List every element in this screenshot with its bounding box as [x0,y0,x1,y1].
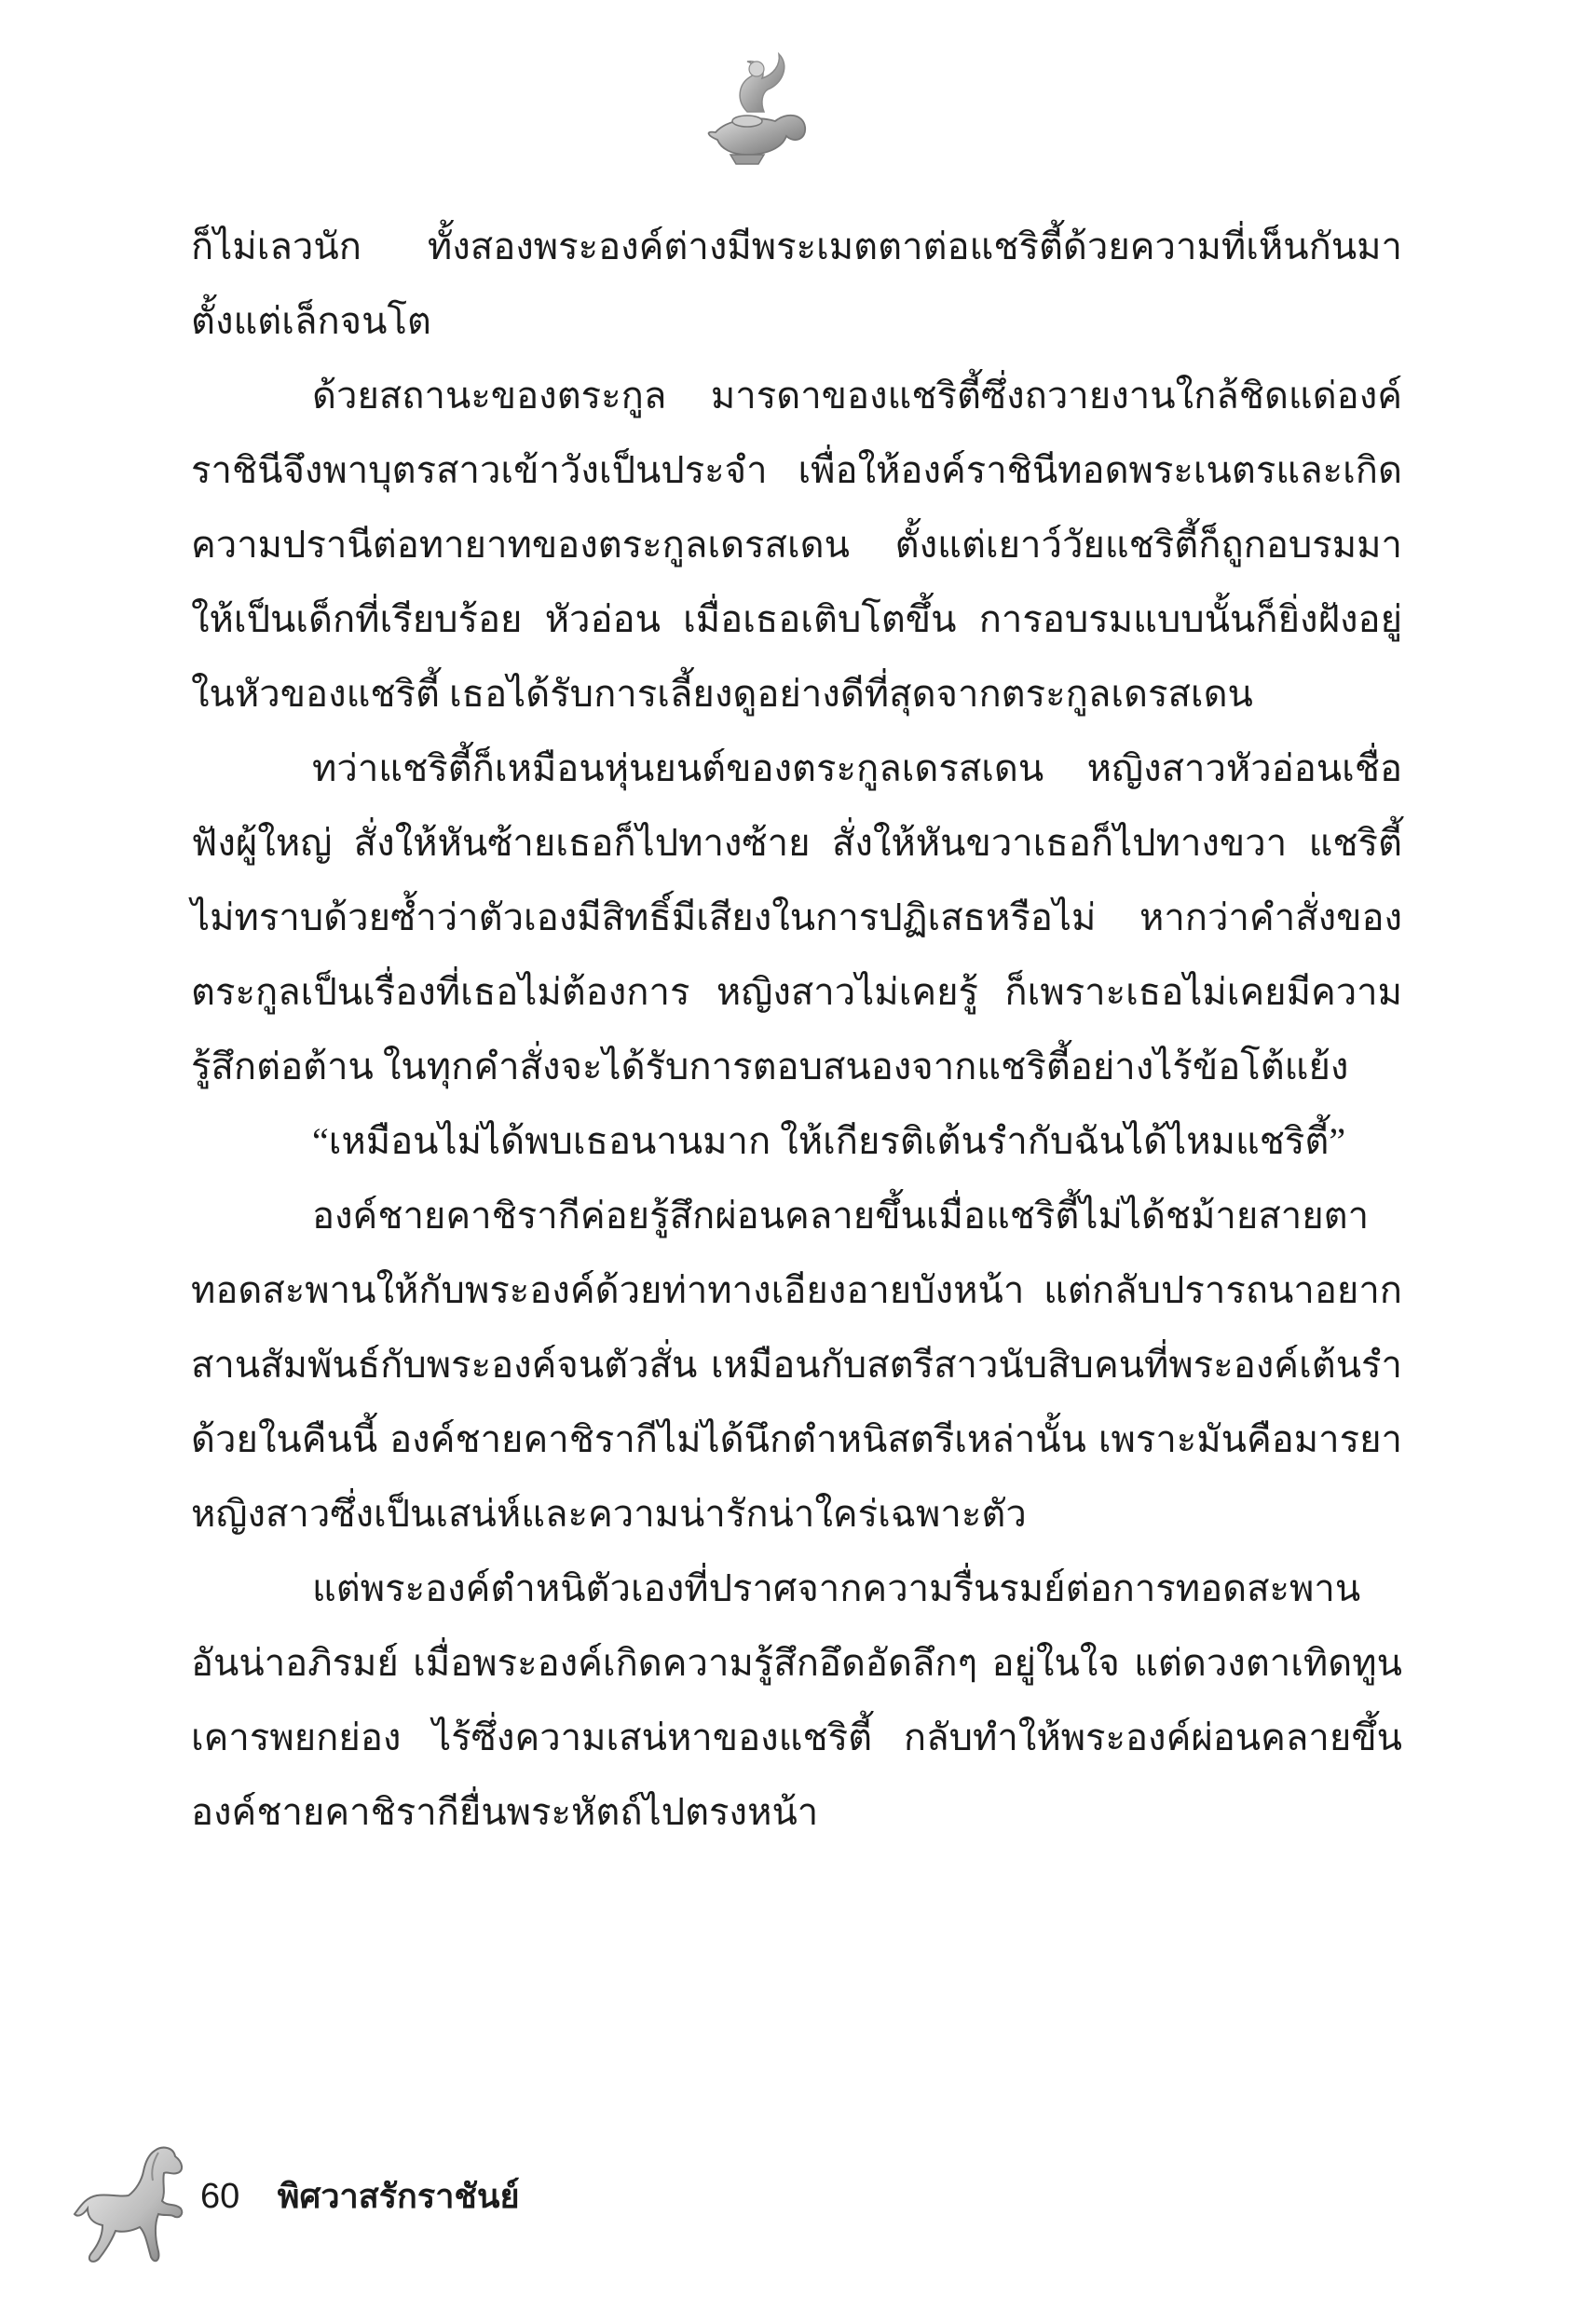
body-text [191,210,1402,1850]
genie-lamp-icon [689,47,820,177]
paragraph: ก็ไม่เลวนัก ทั้งสองพระองค์ต่างมีพระเมตตาต่อแชริตี้ด้วยความที่เห็นกันมาตั้งแต่เล็กจนโต [191,226,1402,342]
paragraph: ทว่าแชริตี้ก็เหมือนหุ่นยนต์ของตระกูลเดรสเดน หญิงสาวหัวอ่อนเชื่อฟังผู้ใหญ่ สั่งให้หันซ้ายเธอก็ไปทางซ้าย สั่งให้หันขวาเธอก็ไปทางขวา แชริตี้ไม่ทราบด้วยซ้ำว่าตัวเองมีสิทธิ์มีเสียงในการปฏิเสธหรือไม่ หากว่าคำสั่งของตระกูลเป็นเรื่องที่เธอไม่ต้องการ หญิงสาวไม่เคยรู้ ก็เพราะเธอไม่เคยมีความรู้สึกต่อต้าน ในทุกคำสั่งจะได้รับการตอบสนองจากแชริตี้อย่างไร้ข้อโต้แย้ง [191,747,1402,1087]
paragraph: องค์ชายคาชิรากีค่อยรู้สึกผ่อนคลายขึ้นเมื่อแชริตี้ไม่ได้ชม้ายสายตาทอดสะพานให้กับพระองค์ด้วยท่าทางเอียงอายบังหน้า แต่กลับปรารถนาอยากสานสัมพันธ์กับพระองค์จนตัวสั่น เหมือนกับสตรีสาวนับสิบคนที่พระองค์เต้นรำด้วยในคืนนี้ องค์ชายคาชิรากีไม่ได้นึกตำหนิสตรีเหล่านั้น เพราะมันคือมารยาหญิงสาวซึ่งเป็นเสน่ห์และความน่ารักน่าใคร่เฉพาะตัว [191,1195,1402,1535]
rearing-horse-icon [65,2134,205,2274]
page-number: 60 [200,2177,240,2216]
paragraph: ด้วยสถานะของตระกูล มารดาของแชริตี้ซึ่งถวายงานใกล้ชิดแด่องค์ราชินีจึงพาบุตรสาวเข้าวังเป็นประจำ เพื่อให้องค์ราชินีทอดพระเนตรและเกิดความปรานีต่อทายาทของตระกูลเดรสเดน ตั้งแต่เยาว์วัยแชริตี้ก็ถูกอบรมมาให้เป็นเด็กที่เรียบร้อย หัวอ่อน เมื่อเธอเติบโตขึ้น การอบรมแบบนั้นก็ยิ่งฝังอยู่ในหัวของแชริตี้ เธอได้รับการเลี้ยงดูอย่างดีที่สุดจากตระกูลเดรสเดน [191,375,1402,715]
paragraph: แต่พระองค์ตำหนิตัวเองที่ปราศจากความรื่นรมย์ต่อการทอดสะพานอันน่าอภิรมย์ เมื่อพระองค์เกิดความรู้สึกอึดอัดลึกๆ อยู่ในใจ แต่ดวงตาเทิดทูนเคารพยกย่อง ไร้ซึ่งความเสน่หาของแชริตี้ กลับทำให้พระองค์ผ่อนคลายขึ้น องค์ชายคาชิรากียื่นพระหัตถ์ไปตรงหน้า [191,1567,1402,1833]
book-title: พิศวาสรักราชันย์ [277,2177,520,2215]
page-footer [200,2169,520,2222]
paragraph: “เหมือนไม่ได้พบเธอนานมาก ให้เกียรติเต้นรำกับฉันได้ไหมแชริตี้” [312,1120,1346,1162]
